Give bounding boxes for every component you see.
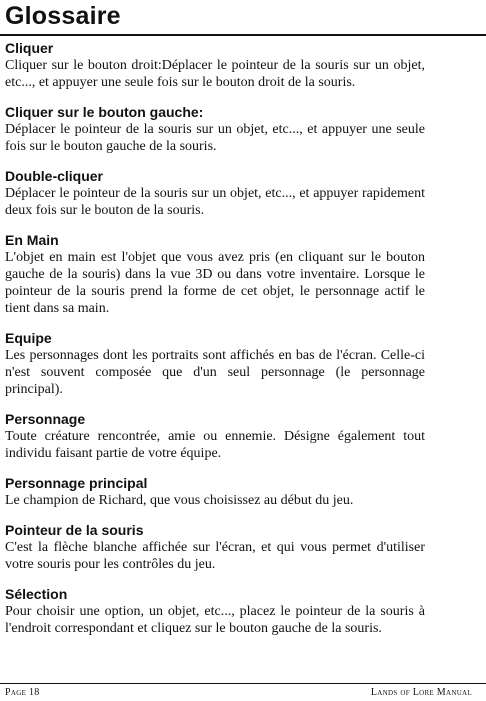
glossary-term: Cliquer <box>5 40 54 56</box>
manual-title: Lands of Lore Manual <box>370 687 472 698</box>
page-header <box>0 0 486 36</box>
glossary-entry <box>5 522 425 573</box>
glossary-term: Equipe <box>5 330 52 346</box>
glossary-term: Pointeur de la souris <box>5 522 144 538</box>
glossary-term: Double-cliquer <box>5 168 104 184</box>
glossary-definition: Toute créature rencontrée, amie ou ennemie. Désigne également tout individu faisant partie de votre équipe. <box>5 429 425 461</box>
glossary-definition: Pour choisir une option, un objet, etc..., placez le pointeur de la souris à l'endroit correspondant et cliquez sur le bouton gauche de la souris. <box>5 604 425 636</box>
glossary-definition: L'objet en main est l'objet que vous avez pris (en cliquant sur le bouton gauche de la souris) dans la vue 3D ou dans votre inventaire. Lorsque le pointeur de la souris prend la forme de cet objet, le personnage actif le tient dans sa main. <box>5 250 425 316</box>
glossary-term: En Main <box>5 232 59 248</box>
glossary-entry <box>5 586 425 637</box>
glossary-entry <box>5 475 425 509</box>
page-footer <box>0 683 486 701</box>
glossary-definition: C'est la flèche blanche affichée sur l'écran, et qui vous permet d'utiliser votre souris pour les contrôles du jeu. <box>5 540 425 572</box>
glossary-entry <box>5 232 425 317</box>
glossary-definition: Le champion de Richard, que vous choisissez au début du jeu. <box>5 493 354 508</box>
glossary-definition: Cliquer sur le bouton droit:Déplacer le pointeur de la souris sur un objet, etc..., et appuyer une seule fois sur le bouton droit de la souris. <box>5 58 425 90</box>
page-number: Page 18 <box>5 687 40 698</box>
glossary-entry <box>5 330 425 398</box>
glossary-list <box>5 40 425 650</box>
glossary-term: Personnage principal <box>5 475 148 491</box>
glossary-definition: Déplacer le pointeur de la souris sur un objet, etc..., et appuyer rapidement deux fois sur le bouton de la souris. <box>5 186 425 218</box>
glossary-entry <box>5 104 425 155</box>
glossary-entry <box>5 168 425 219</box>
glossary-term: Sélection <box>5 586 68 602</box>
glossary-term: Personnage <box>5 411 86 427</box>
glossary-definition: Déplacer le pointeur de la souris sur un objet, etc..., et appuyer une seule fois sur le bouton gauche de la souris. <box>5 122 425 154</box>
glossary-entry <box>5 411 425 462</box>
glossary-term: Cliquer sur le bouton gauche: <box>5 104 204 120</box>
glossary-definition: Les personnages dont les portraits sont affichés en bas de l'écran. Celle-ci n'est souvent composée que d'un seul personnage (le personnage principal). <box>5 348 425 397</box>
glossary-entry <box>5 40 425 91</box>
page-title: Glossaire <box>5 2 121 30</box>
